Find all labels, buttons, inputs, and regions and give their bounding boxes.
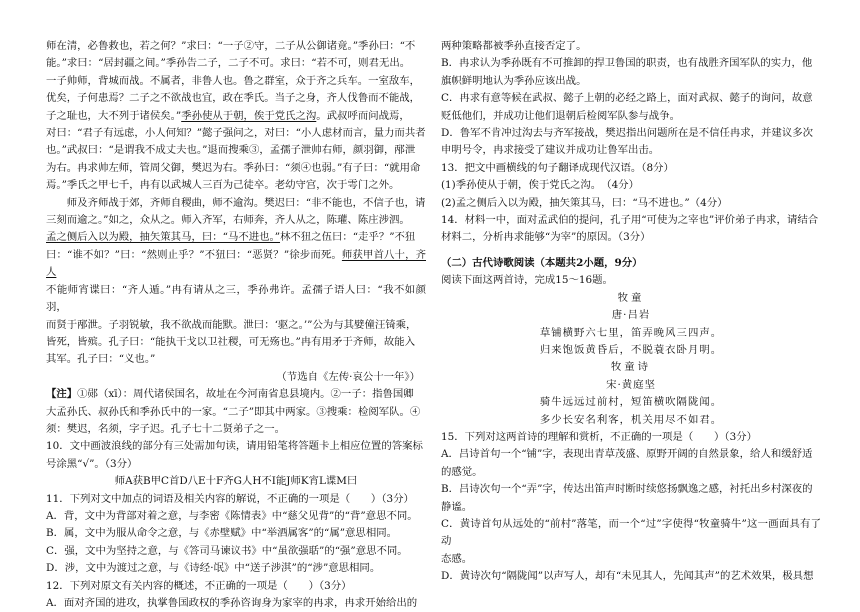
question-11-option-d[interactable]: D．涉，文中为渡过之意，与《诗经·氓》中“送子涉淇”的“涉”意思相同。	[46, 562, 381, 575]
note-text: ①郧（xī）：周代诸侯国名，故址在今河南省息县境内。②一子：指鲁国卿	[77, 388, 414, 401]
question-12-option-c-cont: 贬低他们，并成功让他们退朝后检阅军队参与战争。	[441, 109, 680, 122]
section-title: （二）古代诗歌阅读（本题共2小题，9分）	[441, 256, 643, 269]
question-13-stem: 13．把文中画横线的句子翻译成现代汉语。（8分）	[441, 161, 674, 174]
section-intro: 阅读下面这两首诗，完成15～16题。	[441, 274, 613, 287]
question-10-stem: 10．文中画波浪线的部分有三处需加句读，请用铅笔将答题卡上相应位置的答案标	[46, 440, 423, 453]
question-14-stem: 14．材料一中，面对孟武伯的提问，孔子用“可使为之宰也”评价弟子冉求，请结合	[441, 214, 819, 227]
question-15-option-c-cont: 态感。	[441, 552, 473, 565]
poem-2-author: 宋·黄庭坚	[606, 378, 656, 391]
question-11-option-b[interactable]: B．属，文中为服从命令之意，与《赤壁赋》中“举酒属客”的“属”意思相同。	[46, 527, 397, 540]
passage-text: 曰：“谁不如？”曰：“然则止乎？”不狃曰：“恶贤？”徐步而死。	[46, 248, 342, 261]
underlined-sentence-2: 孟之侧后入以为殿，抽矢策其马，曰：“马不进也。”	[46, 231, 281, 244]
passage-line: 其军。孔子曰：“义也。”	[46, 353, 156, 366]
passage-line: 焉。”季氏之甲七千，冉有以武城人三百为己徒卒。老幼守宫，次于雩门之外。	[46, 179, 400, 192]
passage-line	[46, 247, 426, 282]
passage-line: 为右。冉求帅左师，管周父御，樊迟为右。季孙曰：“须④也弱。”有子曰：“就用命	[46, 161, 421, 174]
passage-line: 而贤于邴泄。子羽锐敏，我不欲战而能默。泄曰：‘驱之。’”公为与其嬖僮汪锜乘，	[46, 318, 417, 331]
passage-line: 不能师宵谍曰：“齐人遁。”冉有请从之三，季孙弗许。孟孺子语人曰：“我不如颜羽，	[46, 283, 426, 314]
note-line: 须：樊迟，名须，字子迟。孔子七十二贤弟子之一。	[46, 422, 285, 435]
question-12-option-d-cont: 申明号令，冉求接受了建议并成功让鲁军出击。	[441, 144, 660, 157]
question-13-part-2: (2)孟之侧后入以为殿，抽矢策其马，曰：“马不进也。”（4分）	[441, 196, 728, 209]
passage-line: 一子帅师，背城而战。不属者，非鲁人也。鲁之群室，众于齐之兵车。一室敌车，	[46, 74, 421, 87]
passage-line: 优矣，子何患焉？二子之不欲战也宜，政在季氏。当子之身，齐人伐鲁而不能战，	[46, 92, 421, 105]
poem-2-title: 牧童诗	[610, 361, 652, 374]
question-14-stem: 材料二，分析冉求能够“为宰”的原因。（3分）	[441, 231, 651, 244]
question-12-option-b-cont: 旗帜鲜明地认为季孙应该出战。	[441, 74, 587, 87]
question-11-option-a[interactable]: A．背，文中为背部对着之意，与李密《陈情表》中“慈父见背”的“背”意思不同。	[46, 509, 418, 522]
passage-text: 林不狃之伍曰：“走乎？”不狃	[280, 231, 416, 244]
question-15-option-b[interactable]: B．吕诗次句一个“弄”字，传达出笛声时断时续悠扬飘逸之感，衬托出乡村深夜的	[441, 483, 813, 496]
passage-line: 皆死，皆殡。孔子曰：“能执干戈以卫社稷，可无殇也。”冉有用矛于齐师，故能入	[46, 335, 416, 348]
question-15-option-a[interactable]: A．吕诗首句一个“铺”字，表现出青草茂盛、原野开阔的自然景象，给人和缓舒适	[441, 448, 813, 461]
question-12-option-a-cont: 两种策略都被季孙直接否定了。	[441, 40, 587, 52]
question-15-stem: 15．下列对这两首诗的理解和赏析，不正确的一项是（ ）（3分）	[441, 430, 757, 443]
question-10-stem: 号涂黑“√”。（3分）	[46, 457, 138, 470]
question-15-option-b-cont: 静谧。	[441, 500, 473, 513]
passage-line: 师在清，必鲁救也，若之何？”求曰：“一子②守，二子从公御诸竟。”季孙曰：“不	[46, 40, 416, 52]
question-11-stem: 11．下列对文中加点的词语及相关内容的解说，不正确的一项是（ ）（3分）	[46, 492, 414, 505]
poem-1-author: 唐·吕岩	[611, 309, 651, 322]
source-citation: （节选自《左传·哀公十一年》）	[276, 370, 420, 383]
question-12-stem: 12．下列对原文有关内容的概述，不正确的一项是（ ）（3分）	[46, 579, 352, 592]
question-15-option-c[interactable]: C．黄诗首句从远处的“前村”落笔，而一个“过”字使得“牧童骑牛”这一画面具有了动	[441, 517, 821, 548]
question-12-option-d[interactable]: D．鲁军不肯冲过沟去与齐军接战，樊迟指出问题所在是不信任冉求，并建议多次	[441, 127, 813, 140]
passage-text: 子之耻也，大不列于诸侯矣。”	[46, 109, 182, 122]
passage-line: 三刻而逾之。”如之，众从之。师入齐军，右师奔，齐人从之，陈瓘、陈庄涉泗。	[46, 214, 410, 227]
poem-1-line: 归来饱饭黄昏后，不脱蓑衣卧月明。	[539, 343, 723, 356]
wavy-line-sentence: 师获甲首八十，齐人	[46, 248, 426, 279]
passage-line: 师及齐师战于郊，齐师自稷曲，师不逾沟。樊迟曰：“非不能也，不信子也，请	[66, 196, 426, 209]
question-15-option-d[interactable]: D．黄诗次句“隔陇闻”以声写人，却有“未见其人，先闻其声”的艺术效果，极具想	[441, 570, 814, 583]
passage-text: 。武叔呼而问战焉，	[316, 109, 410, 122]
poem-1-title: 牧童	[617, 291, 645, 304]
question-12-option-b[interactable]: B．冉求认为季孙既有不可推卸的捍卫鲁国的职责，也有战胜齐国军队的实力，他	[441, 57, 813, 70]
question-12-option-a[interactable]: A．面对齐国的进攻，执掌鲁国政权的季孙咨询身为家宰的冉求，冉求开始给出的	[46, 597, 418, 609]
passage-line	[46, 108, 426, 125]
passage-line: 对曰：“君子有远虑，小人何知？”懿子强问之，对曰：“小人虑材而言，量力而共者	[46, 127, 426, 140]
poem-2-line: 多少长安名利客，机关用尽不如君。	[539, 413, 723, 426]
right-column	[441, 38, 821, 586]
question-10-options[interactable]: 师A获B甲C首D八E十F齐G人H不I能J师K宵L谍M曰	[114, 475, 358, 488]
poem-1-line: 草铺横野六七里，笛弄晚风三四声。	[539, 326, 723, 339]
passage-line: 能。”求曰：“居封疆之间。”季孙告二子，二子不可。求曰：“若不可，则君无出。	[46, 57, 411, 70]
poem-2-line: 骑牛远远过前村，短笛横吹隔陇闻。	[539, 396, 723, 409]
underlined-sentence-1: 季孙使从于朝，俟于党氏之沟	[181, 109, 317, 122]
passage-line	[46, 229, 426, 246]
note-line	[46, 386, 426, 403]
note-label: 【注】	[46, 388, 78, 401]
question-13-part-1: (1)季孙使从于朝，俟于党氏之沟。 （4分）	[441, 179, 639, 192]
question-12-option-c[interactable]: C．冉求有意等候在武叔、懿子上朝的必经之路上，面对武叔、懿子的询问，故意	[441, 92, 813, 105]
question-15-option-a-cont: 的感觉。	[441, 465, 483, 478]
question-11-option-c[interactable]: C．强，文中为坚持之意，与《答司马谏议书》中“虽欲强聒”的“强”意思不同。	[46, 544, 408, 557]
passage-line: 也。”武叔曰：“是谓我不成丈夫也。”退而搜乘③，孟孺子泄帅右师，颜羽御，邴泄	[46, 144, 416, 157]
left-column	[46, 38, 426, 612]
note-line: 大孟孙氏、叔孙氏和季孙氏中的一家。“二子”即其中两家。③搜乘：检阅军队。④	[46, 405, 421, 418]
